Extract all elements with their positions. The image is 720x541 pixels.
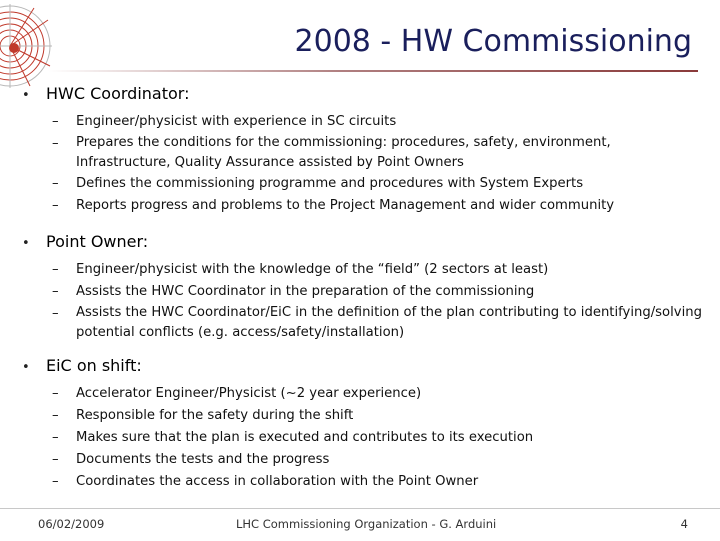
list-item	[52, 449, 702, 471]
page-number: 4	[680, 517, 688, 531]
section-eic-on-shift	[22, 356, 702, 493]
dash-icon: –	[52, 176, 59, 191]
dash-icon: –	[52, 284, 59, 299]
list-item-text: Coordinates the access in collaboration with the Point Owner	[76, 474, 479, 489]
list-item	[52, 173, 702, 195]
footer-date: 06/02/2009	[38, 517, 105, 531]
dash-icon: –	[52, 430, 59, 445]
dash-icon: –	[52, 386, 59, 401]
list-item-text: Accelerator Engineer/Physicist (~2 year experience)	[76, 386, 422, 401]
dash-icon: –	[52, 474, 59, 489]
list-item	[52, 303, 702, 343]
list-item-text: Makes sure that the plan is executed and contributes to its execution	[76, 430, 534, 445]
list-item-text: Assists the HWC Coordinator/EiC in the definition of the plan contributing to identifying/solving potential conflicts (e.g. access/safety/installation)	[76, 305, 702, 340]
dash-icon: –	[52, 262, 59, 277]
dash-icon: –	[52, 452, 59, 467]
title-divider	[48, 70, 698, 72]
slide-footer	[0, 508, 720, 541]
footer-title: LHC Commissioning Organization - G. Arduini	[236, 517, 497, 531]
list-item	[52, 405, 702, 427]
list-item-text: Reports progress and problems to the Project Management and wider community	[76, 198, 615, 213]
section-heading: EiC on shift:	[46, 356, 142, 375]
bullet-icon: •	[22, 236, 30, 251]
list-item	[52, 259, 702, 281]
bullet-icon: •	[22, 88, 30, 103]
sub-list	[22, 259, 702, 343]
section-point-owner	[22, 232, 702, 343]
section-heading-row	[22, 84, 702, 103]
sub-list	[22, 111, 702, 217]
list-item-text: Assists the HWC Coordinator in the preparation of the commissioning	[76, 284, 535, 299]
dash-icon: –	[52, 114, 59, 129]
dash-icon: –	[52, 198, 59, 213]
list-item-text: Defines the commissioning programme and procedures with System Experts	[76, 176, 584, 191]
section-heading-row	[22, 232, 702, 251]
sub-list	[22, 383, 702, 493]
section-hwc-coordinator	[22, 84, 702, 217]
bullet-icon: •	[22, 360, 30, 375]
list-item-text: Documents the tests and the progress	[76, 452, 330, 467]
section-heading: Point Owner:	[46, 232, 149, 251]
list-item	[52, 195, 702, 217]
list-item	[52, 383, 702, 405]
list-item-text: Engineer/physicist with experience in SC circuits	[76, 114, 397, 129]
dash-icon: –	[52, 408, 59, 423]
list-item	[52, 427, 702, 449]
list-item-text: Engineer/physicist with the knowledge of the “field” (2 sectors at least)	[76, 262, 549, 277]
dash-icon: –	[52, 136, 59, 151]
list-item-text: Prepares the conditions for the commissioning: procedures, safety, environment, Infrastructure, Quality Assurance assisted by Point Owners	[76, 135, 611, 170]
list-item-text: Responsible for the safety during the shift	[76, 408, 354, 423]
lhc-detector-logo-icon	[0, 0, 56, 92]
slide-title: 2008 - HW Commissioning	[294, 24, 692, 59]
section-heading-row	[22, 356, 702, 375]
list-item	[52, 111, 702, 133]
list-item	[52, 133, 702, 173]
list-item	[52, 471, 702, 493]
dash-icon: –	[52, 306, 59, 321]
list-item	[52, 281, 702, 303]
section-heading: HWC Coordinator:	[46, 84, 190, 103]
